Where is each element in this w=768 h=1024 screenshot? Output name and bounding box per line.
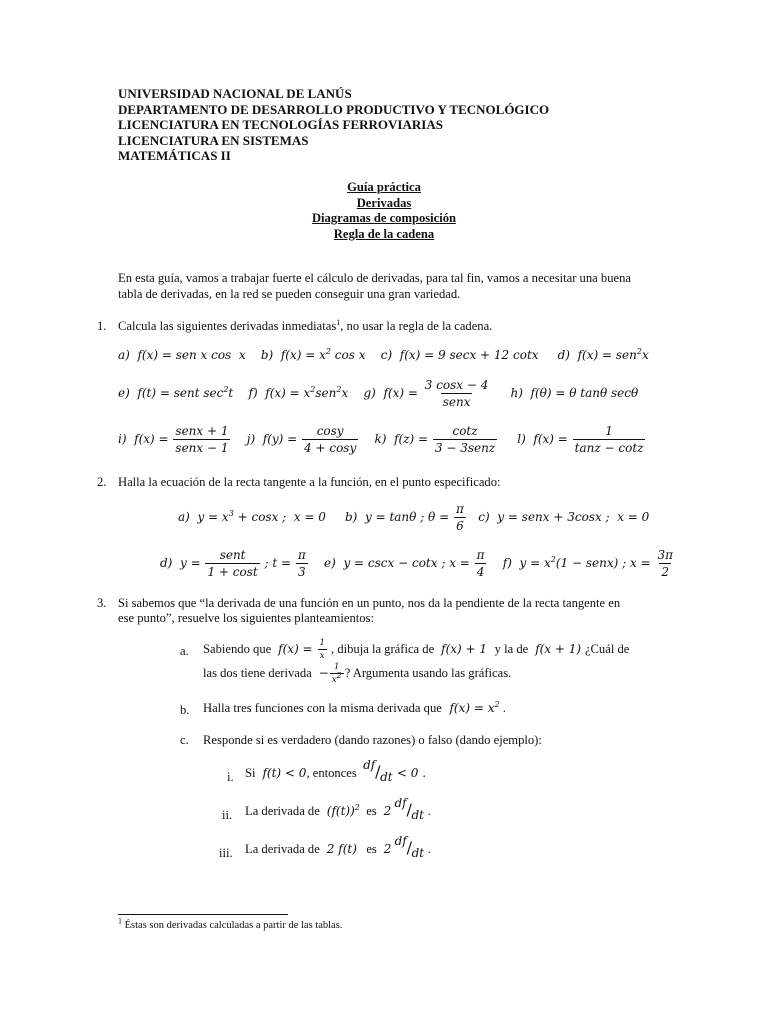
subitem-i: Si f(t) < 0, entonces df / dt < 0 . (245, 758, 427, 784)
title-line: Diagramas de composición (311, 211, 457, 226)
item-label: a. (180, 644, 189, 658)
title-line: Regla de la cadena (333, 226, 435, 241)
subitem-label: ii. (222, 808, 233, 822)
subitem-label: iii. (219, 846, 233, 860)
intro-paragraph: En esta guía, vamos a trabajar fuerte el cálculo de derivadas, para tal fin, vamos a necesitar una buena tabla de derivadas, en la red se pueden conseguir una gran variedad. (118, 271, 631, 301)
question-number: 3. (97, 596, 107, 610)
footnote-divider (118, 914, 288, 915)
header-line: MATEMÁTICAS II (118, 148, 231, 164)
question-1-text: Calcula las siguientes derivadas inmediatas$^1$, no usar la regla de la cadena. (118, 317, 493, 333)
dfdt-symbol: df / dt (394, 834, 425, 860)
question-3-line-2: ese punto”, resuelve los siguientes planteamientos: (118, 611, 375, 625)
dfdt-symbol: df / dt (394, 796, 424, 822)
title-line: Guía práctica (347, 180, 421, 194)
document-titles (0, 180, 768, 242)
footnote (118, 916, 343, 931)
footnote-text: Éstas son derivadas calculadas a partir de las tablas. (124, 920, 343, 931)
question-2-text: Halla la ecuación de la recta tangente a la función, en el punto especificado: (118, 475, 501, 489)
header-line: LICENCIATURA EN SISTEMAS (118, 132, 309, 148)
header-line: LICENCIATURA EN TECNOLOGÍAS FERROVIARIAS (118, 117, 443, 133)
q1-row-1: a) f(x) = sen x cos x b) $f(x) = x^2$ cos x c) f(x) = 9 secx + 12 cotx d) f(x) = sen$^2$x (118, 347, 649, 362)
item-b-text: Halla tres funciones con la misma derivada que $f(x) = x^2$ . (203, 700, 506, 715)
footnote-ref: 1 (336, 317, 341, 327)
q1-row-3: i) f(x) = $\frac{\text{senx + 1}}{\text{senx − 1}}$ j) f(y) = $\frac{\cos y}{4 + \cos y}$ k) f(z) = $\frac{\cot z}{\text{3 − 3senz}}$ l) f(x) = $\frac{1}{\tan z - \cot z}$ (118, 424, 644, 455)
question-3-line-1: Si sabemos que “la derivada de una función en un punto, nos da la pendiente de la recta tangente en (118, 596, 621, 610)
question-number: 2. (97, 475, 107, 489)
institution-header (118, 86, 549, 164)
q2-row-1: a) $y = x^3 + \cos x$ ; x = 0 b) y = tanθ ; θ = $\frac{\pi}{6}$ c) y = senx + 3cosx ; x = 0 (178, 502, 650, 533)
item-a-line-1: Sabiendo que f(x) = $\frac{1}{x}$ , dibuja la gráfica de f(x) + 1 y la de f(x + 1) ¿Cuál de (203, 638, 630, 661)
q2-row-2: d) y = $\frac{\text{sent}}{1 + \cos t}$ ; t = $\frac{\pi}{3}$ e) y = cscx − cotx ; x = $\frac{\pi}{4}$ f) $y = x^2(1$ − senx) ; x = $\frac{3\pi}{2}$ (160, 548, 673, 579)
dfdt-symbol: df / dt (363, 758, 393, 784)
item-a-line-2: las dos tiene derivada − $\frac{1}{x^2}$ ? Argumenta usando las gráficas. (203, 662, 512, 685)
subitem-ii: La derivada de $(f(t))^2$ es 2 df / dt . (245, 796, 431, 822)
question-number: 1. (97, 319, 107, 333)
title-line: Derivadas (356, 195, 412, 210)
header-line: UNIVERSIDAD NACIONAL DE LANÚS (118, 86, 352, 101)
item-c-text: Responde si es verdadero (dando razones) o falso (dando ejemplo): (203, 733, 542, 747)
item-label: b. (180, 703, 190, 717)
item-label: c. (180, 733, 189, 747)
subitem-label: i. (227, 770, 234, 784)
q1-row-2: e) f(t) = sent $\sec^2t$ f) $f(x) = x^2sen^2x$ g) f(x) = $\frac{3 \cos x - 4}{\text{senx}}$ h) f(θ) = θ tanθ secθ (118, 378, 639, 409)
header-line: DEPARTAMENTO DE DESARROLLO PRODUCTIVO Y TECNOLÓGICO (118, 101, 550, 117)
footnote-mark: 1 (118, 916, 122, 926)
subitem-iii: La derivada de 2 f(t) es 2 df / dt . (245, 834, 431, 860)
